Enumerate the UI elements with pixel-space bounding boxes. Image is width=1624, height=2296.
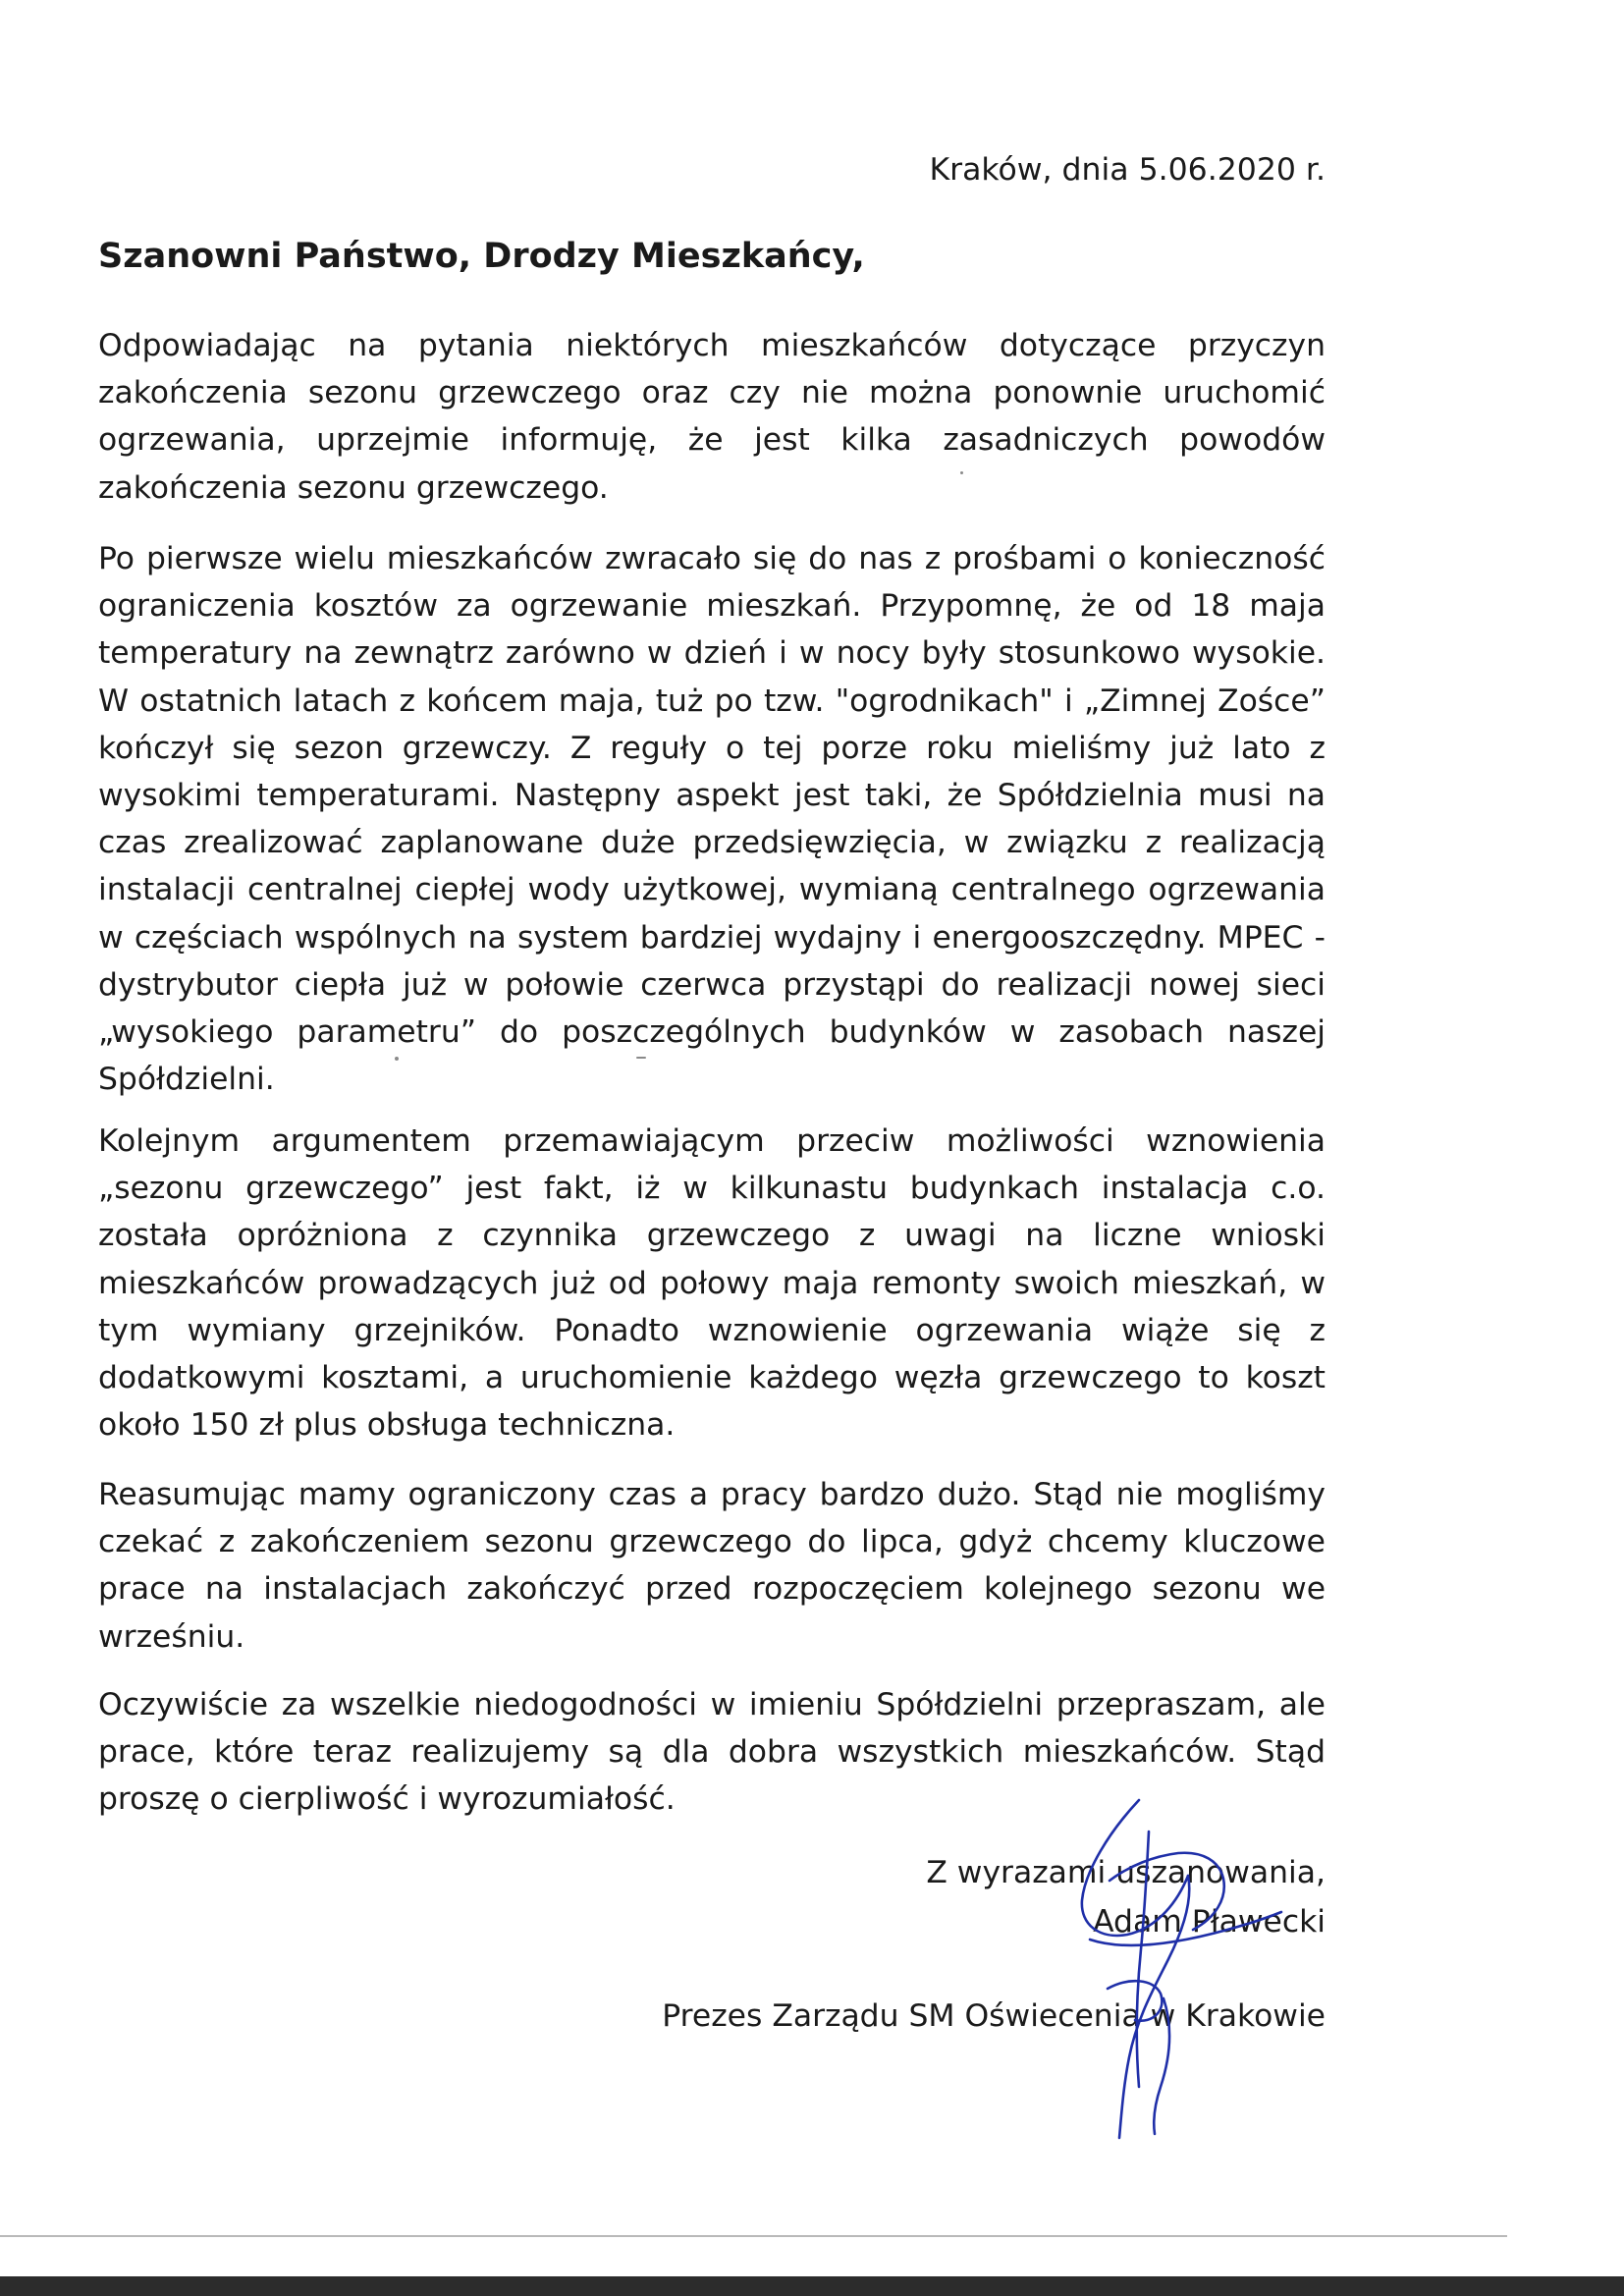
closing-regards: Z wyrazami uszanowania, (926, 1855, 1326, 1890)
signatory-position: Prezes Zarządu SM Oświecenia w Krakowie (662, 1998, 1326, 2034)
date-line: Kraków, dnia 5.06.2020 r. (929, 152, 1326, 188)
scan-edge-bar (0, 2276, 1624, 2296)
scan-speck (960, 471, 963, 474)
handwritten-signature (992, 1792, 1286, 2146)
scan-speck (395, 1057, 399, 1061)
signatory-name: Adam Pławecki (1093, 1904, 1326, 1940)
scan-edge-line (0, 2235, 1507, 2237)
scan-speck (636, 1057, 646, 1059)
paragraph-1: Odpowiadając na pytania niektórych mieszkańców dotyczące przyczyn zakończenia sezonu grzewczego oraz czy nie można ponownie uruchomić ogrzewania, uprzejmie informuję, że jest kilka zasadniczych powodów zakończenia sezonu grzewczego. (98, 328, 1326, 506)
salutation: Szanowni Państwo, Drodzy Mieszkańcy, (98, 237, 865, 276)
paragraph-5: Oczywiście za wszelkie niedogodności w imieniu Spółdzielni przepraszam, ale prace, które teraz realizujemy są dla dobra wszystkich mieszkańców. Stąd proszę o cierpliwość i wyrozumiałość. (98, 1687, 1326, 1818)
paragraph-2: Po pierwsze wielu mieszkańców zwracało się do nas z prośbami o konieczność ograniczenia kosztów za ogrzewanie mieszkań. Przypomnę, że od 18 maja temperatury na zewnątrz zarówno w dzień i w nocy były stosunkowo wysokie. W ostatnich latach z końcem maja, tuż po tzw. "ogrodnikach" i „Zimnej Zośce” kończył się sezon grzewczy. Z reguły o tej porze roku mieliśmy już lato z wysokimi temperaturami. Następny aspekt jest taki, że Spółdzielnia musi na czas zrealizować zaplanowane duże przedsięwzięcia, w związku z realizacją instalacji centralnej ciepłej wody użytkowej, wymianą centralnego ogrzewania w częściach wspólnych na system bardziej wydajny i energooszczędny. MPEC - dystrybutor ciepła już w połowie czerwca przystąpi do realizacji nowej sieci „wysokiego parametru” do poszczególnych budynków w zasobach naszej Spółdzielni. (98, 541, 1326, 1098)
paragraph-3: Kolejnym argumentem przemawiającym przeciw możliwości wznowienia „sezonu grzewczego” jest fakt, iż w kilkunastu budynkach instalacja c.o. została opróżniona z czynnika grzewczego z uwagi na liczne wnioski mieszkańców prowadzących już od połowy maja remonty swoich mieszkań, w tym wymiany grzejników. Ponadto wznowienie ogrzewania wiąże się z dodatkowymi kosztami, a uruchomienie każdego węzła grzewczego to koszt około 150 zł plus obsługa techniczna. (98, 1123, 1326, 1444)
paragraph-4: Reasumując mamy ograniczony czas a pracy bardzo dużo. Stąd nie mogliśmy czekać z zakończeniem sezonu grzewczego do lipca, gdyż chcemy kluczowe prace na instalacjach zakończyć przed rozpoczęciem kolejnego sezonu we wrześniu. (98, 1477, 1326, 1655)
